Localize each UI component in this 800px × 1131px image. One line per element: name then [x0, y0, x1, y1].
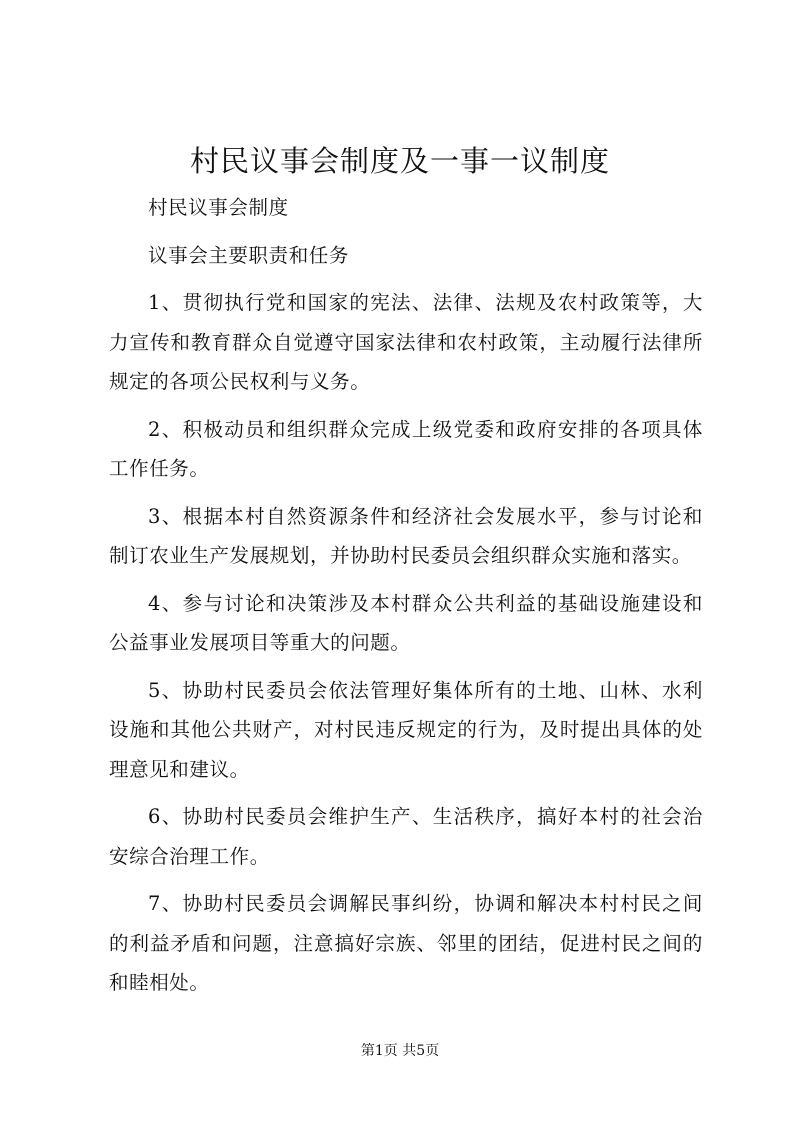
duty-item-2: 2、积极动员和组织群众完成上级党委和政府安排的各项具体工作任务。 — [109, 417, 703, 480]
duty-item-1: 1、贯彻执行党和国家的宪法、法律、法规及农村政策等，大力宣传和教育群众自觉遵守国家法律和农村政策，主动履行法律所规定的各项公民权利与义务。 — [109, 291, 703, 393]
duty-item-5: 5、协助村民委员会依法管理好集体所有的土地、山林、水利设施和其他公共财产，对村民违反规定的行为，及时提出具体的处理意见和建议。 — [109, 678, 703, 781]
subsection-heading: 议事会主要职责和任务 — [148, 243, 350, 267]
duty-item-3: 3、根据本村自然资源条件和经济社会发展水平，参与讨论和制订农业生产发展规划，并协助村民委员会组织群众实施和落实。 — [109, 504, 703, 567]
duty-item-6: 6、协助村民委员会维护生产、生活秩序，搞好本村的社会治安综合治理工作。 — [109, 805, 703, 868]
document-body — [109, 188, 703, 1011]
duty-item-7: 7、协助村民委员会调解民事纠纷，协调和解决本村村民之间的利益矛盾和问题，注意搞好宗族、邻里的团结，促进村民之间的和睦相处。 — [109, 892, 703, 994]
section-heading: 村民议事会制度 — [148, 196, 289, 219]
document-title: 村民议事会制度及一事一议制度 — [189, 144, 610, 178]
duty-item-4: 4、参与讨论和决策涉及本村群众公共利益的基础设施建设和公益事业发展项目等重大的问题。 — [109, 591, 703, 654]
page-number-footer: 第1页 共5页 — [360, 1043, 440, 1059]
